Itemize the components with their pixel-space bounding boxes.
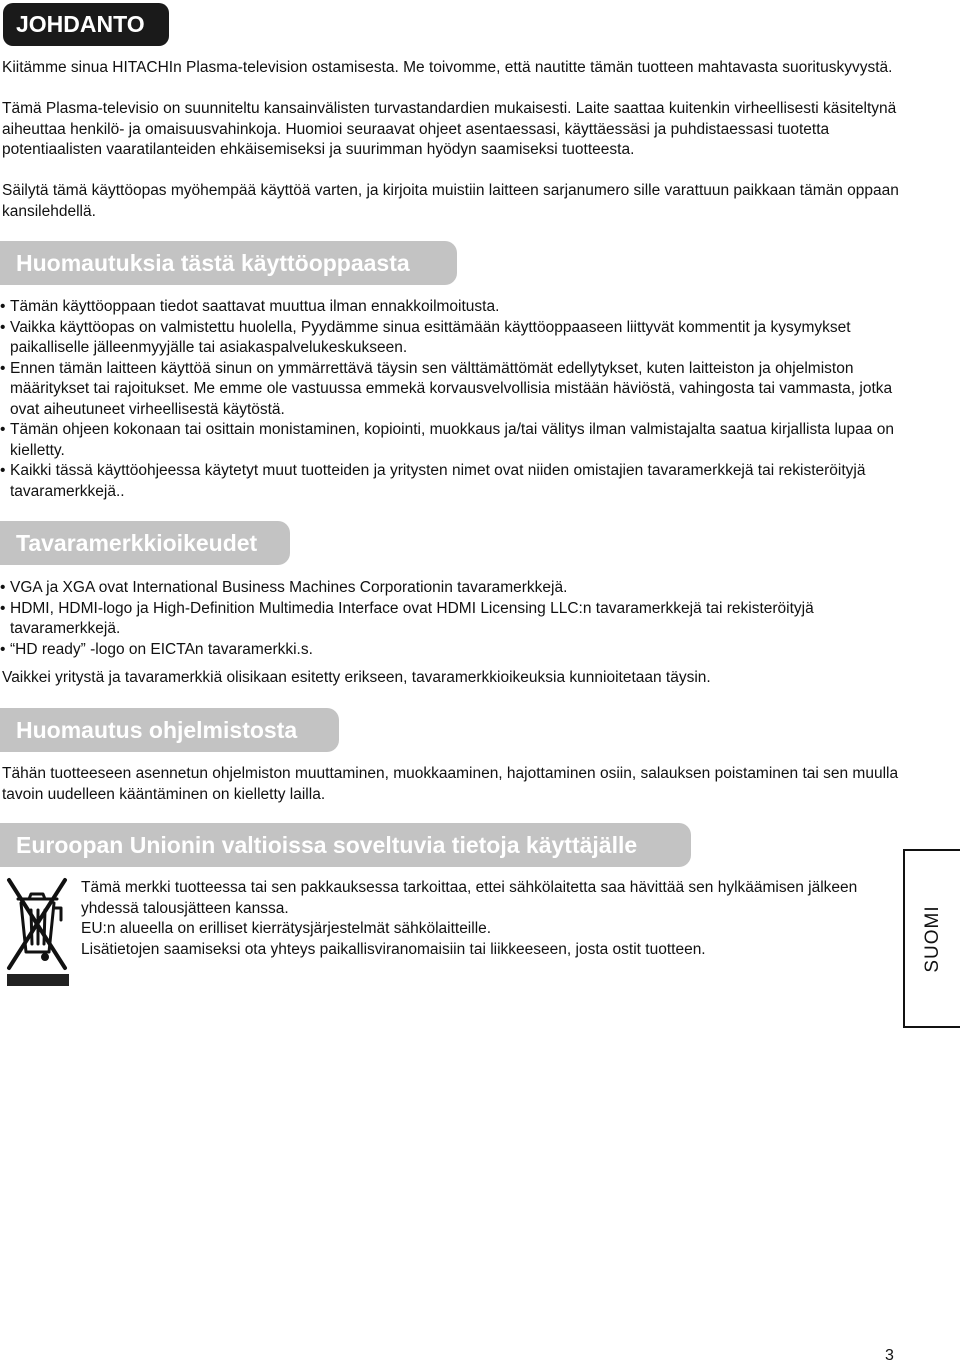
eu-info-text [81, 878, 881, 960]
crossed-out-wheelie-bin-icon [5, 870, 69, 988]
page-title: JOHDANTO [3, 3, 169, 46]
intro-paragraph: Kiitämme sinua HITACHIn Plasma-television ostamisesta. Me toivomme, että nautitte tämän tuotteen mahtavasta suorituskyvystä. [2, 59, 893, 76]
language-tab [903, 849, 960, 1028]
list-item: • Tämän ohjeen kokonaan tai osittain monistaminen, kopiointi, muokkaus ja/tai välitys ilman valmistajalta saatua kirjallista lupaa on kielletty. [0, 420, 900, 461]
list-item: • Ennen tämän laitteen käyttöä sinun on ymmärrettävä täysin sen välttämättömät edellytykset, kuten laitteiston ja ohjelmiston määritykset tai rajoitukset. Me emme ole vastuussa emmekä korvausvelvollisia mistään häviöstä, vahingosta tai vammasta, jotka ovat aiheutuneet virheellisestä käytöstä. [0, 359, 900, 421]
section-heading-notes: Huomautuksia tästä käyttöoppaasta [0, 241, 457, 285]
section-heading-eu: Euroopan Unionin valtioissa soveltuvia tietoja käyttäjälle [0, 823, 691, 867]
list-item: • HDMI, HDMI-logo ja High-Definition Multimedia Interface ovat HDMI Licensing LLC:n tavaramerkkejä tai rekisteröityjä tavaramerkkejä. [0, 599, 900, 640]
list-item: • “HD ready” -logo on EICTAn tavaramerkki.s. [0, 640, 900, 661]
eu-info-line: Lisätietojen saamiseksi ota yhteys paikallisviranomaisiin tai liikkeeseen, josta ostit tuotteen. [81, 940, 706, 958]
list-item: • Vaikka käyttöopas on valmistettu huolella, Pyydämme sinua esittämään käyttöoppaaseen liittyvät kommentit ja kysymykset paikalliselle jälleenmyyjälle tai asiakaspalvelukeskukseen. [0, 318, 900, 359]
eu-info-line: EU:n alueella on erilliset kierrätysjärjestelmät sähkölaitteille. [81, 920, 492, 937]
software-note: Tähän tuotteeseen asennetun ohjelmiston muuttaminen, muokkaaminen, hajottaminen osiin, salauksen poistaminen tai sen muulla tavoin uudelleen kääntäminen on kielletty lailla. [2, 765, 899, 803]
eu-info-line: Tämä merkki tuotteessa tai sen pakkauksessa tarkoittaa, ettei sähkölaitetta saa hävittää sen hylkäämisen jälkeen yhdessä talousjätteen kanssa. [81, 879, 858, 917]
list-item: • Kaikki tässä käyttöohjeessa käytetyt muut tuotteiden ja yritysten nimet ovat niiden omistajien tavaramerkkejä tai rekisteröityjä tavaramerkkejä.. [0, 461, 900, 502]
section-heading-trademarks: Tavaramerkkioikeudet [0, 521, 290, 565]
list-item: • Tämän käyttöoppaan tiedot saattavat muuttua ilman ennakkoilmoitusta. [0, 297, 900, 318]
page-number: 3 [885, 1347, 894, 1364]
intro-paragraph: Tämä Plasma-televisio on suunniteltu kansainvälisten turvastandardien mukaisesti. Laite saattaa kuitenkin virheellisesti käsiteltynä aiheuttaa henkilö- ja omaisuusvahinkoja. Huomioi seuraavat ohjeet asentaessasi, käyttäessäsi ja puhdistaessasi tuotetta potentiaalisten vaaratilanteiden ehkäisemiseksi ja suurimman hyödyn saamiseksi tuotteesta. [2, 100, 897, 158]
trademarks-list [0, 578, 900, 660]
section-heading-software: Huomautus ohjelmistosta [0, 708, 339, 752]
notes-list [0, 297, 900, 502]
language-label: SUOMI [921, 904, 943, 973]
trademarks-note: Vaikkei yritystä ja tavaramerkkiä olisikaan esitetty erikseen, tavaramerkkioikeuksia kunnioitetaan täysin. [2, 669, 711, 686]
list-item: • VGA ja XGA ovat International Business Machines Corporationin tavaramerkkejä. [0, 578, 900, 599]
intro-paragraph: Säilytä tämä käyttöopas myöhempää käyttöä varten, ja kirjoita muistiin laitteen sarjanumero sille varattuun paikkaan tämän oppaan kansilehdellä. [2, 182, 899, 220]
